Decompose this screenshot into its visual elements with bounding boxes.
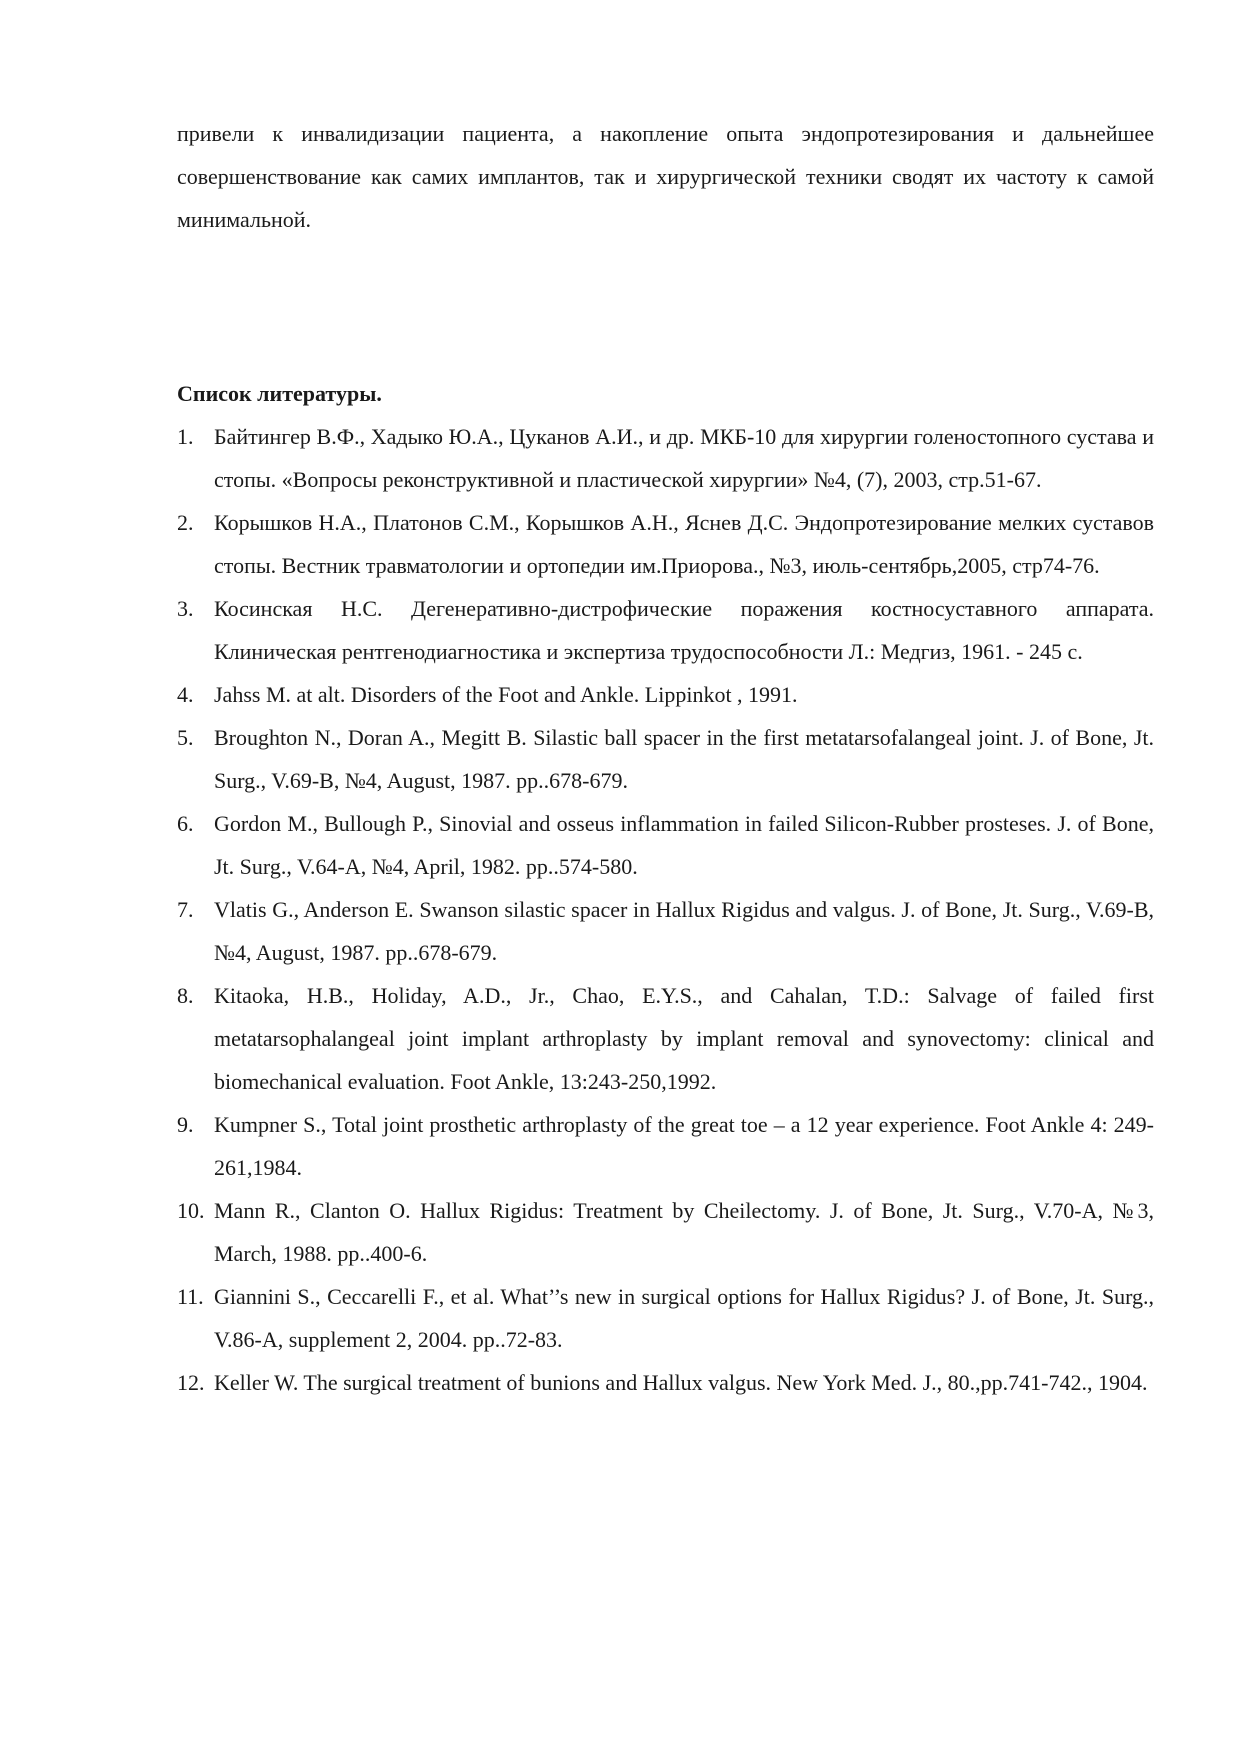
intro-paragraph: привели к инвалидизации пациента, а накопление опыта эндопротезирования и дальнейшее совершенствование как самих имплантов, так и хирургической техники сводят их частоту к самой минимальной. — [177, 121, 1154, 232]
reference-text: Jahss M. at alt. Disorders of the Foot and Ankle. Lippinkot , 1991. — [214, 682, 798, 707]
reference-item — [177, 1189, 1154, 1275]
reference-text: Giannini S., Ceccarelli F., et al. What’’s new in surgical options for Hallux Rigidus? J. of Bone, Jt. Surg., V.86-A, supplement 2, 2004. pp..72-83. — [214, 1284, 1154, 1352]
reference-item — [177, 802, 1154, 888]
reference-number: 4. — [177, 682, 194, 707]
reference-text: Gordon M., Bullough P., Sinovial and osseus inflammation in failed Silicon-Rubber prosteses. J. of Bone, Jt. Surg., V.64-A, №4, April, 1982. pp..574-580. — [214, 811, 1154, 879]
reference-item — [177, 1275, 1154, 1361]
reference-item — [177, 1361, 1154, 1404]
document-page — [177, 112, 1154, 1404]
reference-number: 8. — [177, 983, 194, 1008]
reference-number: 7. — [177, 897, 194, 922]
reference-item — [177, 673, 1154, 716]
reference-number: 6. — [177, 811, 194, 836]
reference-text: Байтингер В.Ф., Хадыко Ю.А., Цуканов А.И., и др. МКБ-10 для хирургии голеностопного сустава и стопы. «Вопросы реконструктивной и пластической хирургии» №4, (7), 2003, стр.51-67. — [214, 424, 1154, 492]
reference-number: 11. — [177, 1284, 204, 1309]
reference-number: 12. — [177, 1370, 205, 1395]
reference-number: 5. — [177, 725, 194, 750]
reference-text: Корышков Н.А., Платонов С.М., Корышков А.Н., Яснев Д.С. Эндопротезирование мелких суставов стопы. Вестник травматологии и ортопедии им.Приорова., №3, июль-сентябрь,2005, стр74-76. — [214, 510, 1154, 578]
reference-number: 3. — [177, 596, 194, 621]
reference-text: Keller W. The surgical treatment of bunions and Hallux valgus. New York Med. J., 80.,pp.741-742., 1904. — [214, 1370, 1148, 1395]
reference-item — [177, 974, 1154, 1103]
reference-text: Vlatis G., Anderson E. Swanson silastic spacer in Hallux Rigidus and valgus. J. of Bone, Jt. Surg., V.69-B, №4, August, 1987. pp..678-679. — [214, 897, 1154, 965]
reference-number: 10. — [177, 1198, 205, 1223]
reference-number: 9. — [177, 1112, 194, 1137]
reference-number: 1. — [177, 424, 194, 449]
reference-text: Broughton N., Doran A., Megitt B. Silastic ball spacer in the first metatarsofalangeal joint. J. of Bone, Jt. Surg., V.69-B, №4, August, 1987. pp..678-679. — [214, 725, 1154, 793]
reference-item — [177, 1103, 1154, 1189]
reference-text: Kitaoka, H.B., Holiday, A.D., Jr., Chao, E.Y.S., and Cahalan, T.D.: Salvage of failed first metatarsophalangeal joint implant arthroplasty by implant removal and synovectomy: clinical and biomechanical evaluation. Foot Ankle, 13:243-250,1992. — [214, 983, 1154, 1094]
reference-text: Mann R., Clanton O. Hallux Rigidus: Treatment by Cheilectomy. J. of Bone, Jt. Surg., V.70-A, №3, March, 1988. pp..400-6. — [214, 1198, 1154, 1266]
references-heading: Список литературы. — [177, 381, 382, 406]
reference-text: Kumpner S., Total joint prosthetic arthroplasty of the great toe – a 12 year experience. Foot Ankle 4: 249-261,1984. — [214, 1112, 1154, 1180]
reference-text: Косинская Н.С. Дегенеративно-дистрофические поражения костносуставного аппарата. Клиническая рентгенодиагностика и экспертиза трудоспособности Л.: Медгиз, 1961. - 245 с. — [214, 596, 1154, 664]
reference-item — [177, 501, 1154, 587]
reference-item — [177, 888, 1154, 974]
reference-item — [177, 587, 1154, 673]
reference-item — [177, 716, 1154, 802]
references-list — [177, 415, 1154, 1404]
reference-number: 2. — [177, 510, 194, 535]
reference-item — [177, 415, 1154, 501]
